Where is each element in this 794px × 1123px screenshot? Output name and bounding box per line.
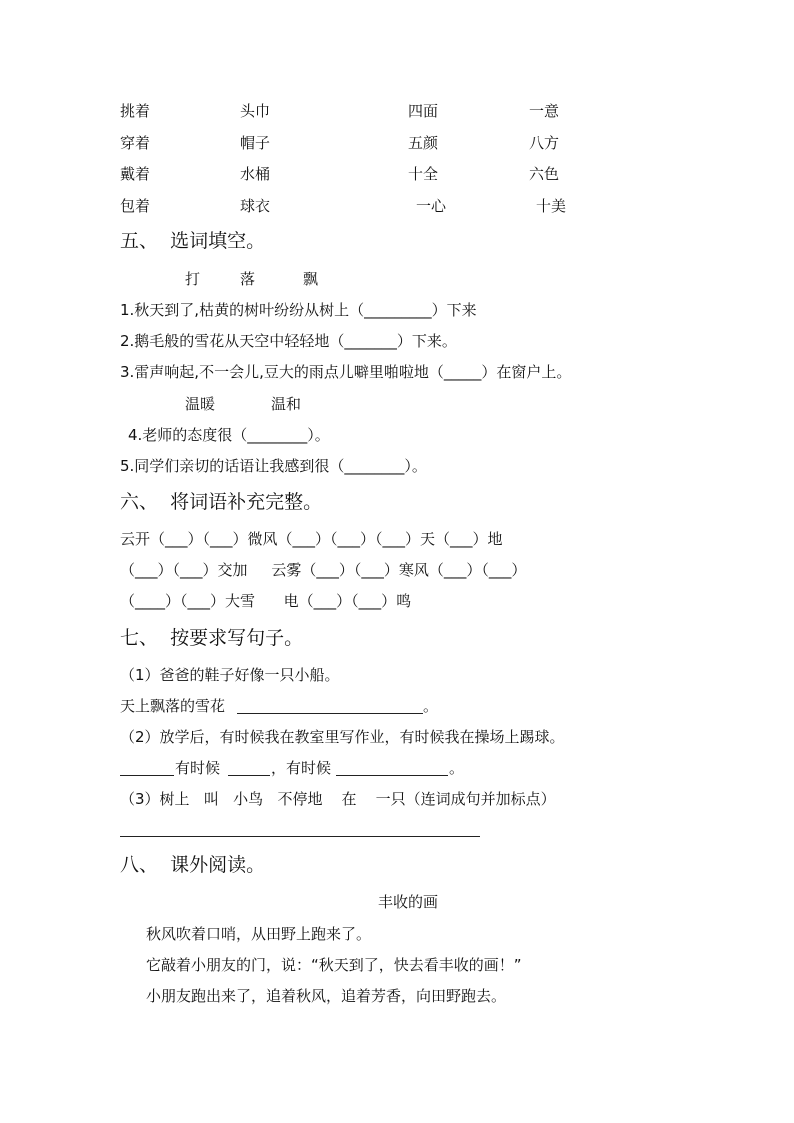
section-8-title: 八、 课外阅读。 [120,854,266,876]
match-col3-item: 十全 [408,165,439,183]
match-col1-item: 穿着 [120,134,151,152]
question-2-end: 。 [449,759,465,777]
question-2-part: ，有时候 [271,759,332,777]
idiom-line: （___）（___）交加 云雾（___）（___）寒风（___）（___） [120,561,527,579]
match-col1-item: 包着 [120,197,151,215]
passage-paragraph: 秋风吹着口哨，从田野上跑来了。 [146,925,372,943]
match-col1-item: 挑着 [120,102,151,120]
match-col3-item: 五颜 [408,134,439,152]
word-choice: 打 [185,270,201,288]
question-1-stem: 天上飘落的雪花 [120,697,226,715]
fill-blank-item: 4.老师的态度很（________）。 [128,426,330,444]
question-1-end: 。 [423,697,439,715]
word-choice: 落 [240,270,256,288]
match-col3-item: 一心 [416,197,447,215]
passage-paragraph: 小朋友跑出来了，追着秋风，追着芳香，向田野跑去。 [146,987,507,1005]
question-1: （1）爸爸的鞋子好像一只小船。 [120,666,340,684]
answer-line [228,775,270,776]
question-2-part: 有时候 [175,759,221,777]
answer-line [336,775,448,776]
word-choice: 温暖 [185,395,216,413]
answer-line [120,836,480,837]
idiom-line: 云开（___）（___）微风（___）（___）（___）天（___）地 [120,530,503,548]
match-col3-item: 四面 [408,102,439,120]
fill-blank-item: 5.同学们亲切的话语让我感到很（________）。 [120,457,427,475]
fill-blank-item: 1.秋天到了,枯黄的树叶纷纷从树上（_________）下来 [120,301,477,319]
match-col4-item: 十美 [536,197,567,215]
match-col2-item: 帽子 [240,134,271,152]
match-col2-item: 头巾 [240,102,271,120]
match-col4-item: 六色 [529,165,560,183]
fill-blank-item: 3.雷声响起,不一会儿,豆大的雨点儿噼里啪啦地（_____）在窗户上。 [120,363,572,381]
question-3: （3）树上 叫 小鸟 不停地 在 一只（连词成句并加标点） [120,790,556,808]
match-col2-item: 球衣 [240,197,271,215]
match-col2-item: 水桶 [240,165,271,183]
section-6-title: 六、 将词语补充完整。 [120,491,323,513]
match-col4-item: 一意 [529,102,560,120]
match-col1-item: 戴着 [120,165,151,183]
word-choice: 温和 [271,395,302,413]
fill-blank-item: 2.鹅毛般的雪花从天空中轻轻地（_______）下来。 [120,332,457,350]
section-5-title: 五、 选词填空。 [120,230,266,252]
passage-title: 丰收的画 [378,893,439,911]
answer-line [120,775,174,776]
passage-paragraph: 它敲着小朋友的门，说：“秋天到了，快去看丰收的画！” [146,956,522,974]
match-col4-item: 八方 [529,134,560,152]
section-7-title: 七、 按要求写句子。 [120,627,304,649]
word-choice: 飘 [303,270,319,288]
idiom-line: （____）（___）大雪 电（___）（___）鸣 [120,592,412,610]
answer-line [237,713,423,714]
question-2: （2）放学后，有时候我在教室里写作业，有时候我在操场上踢球。 [120,728,565,746]
